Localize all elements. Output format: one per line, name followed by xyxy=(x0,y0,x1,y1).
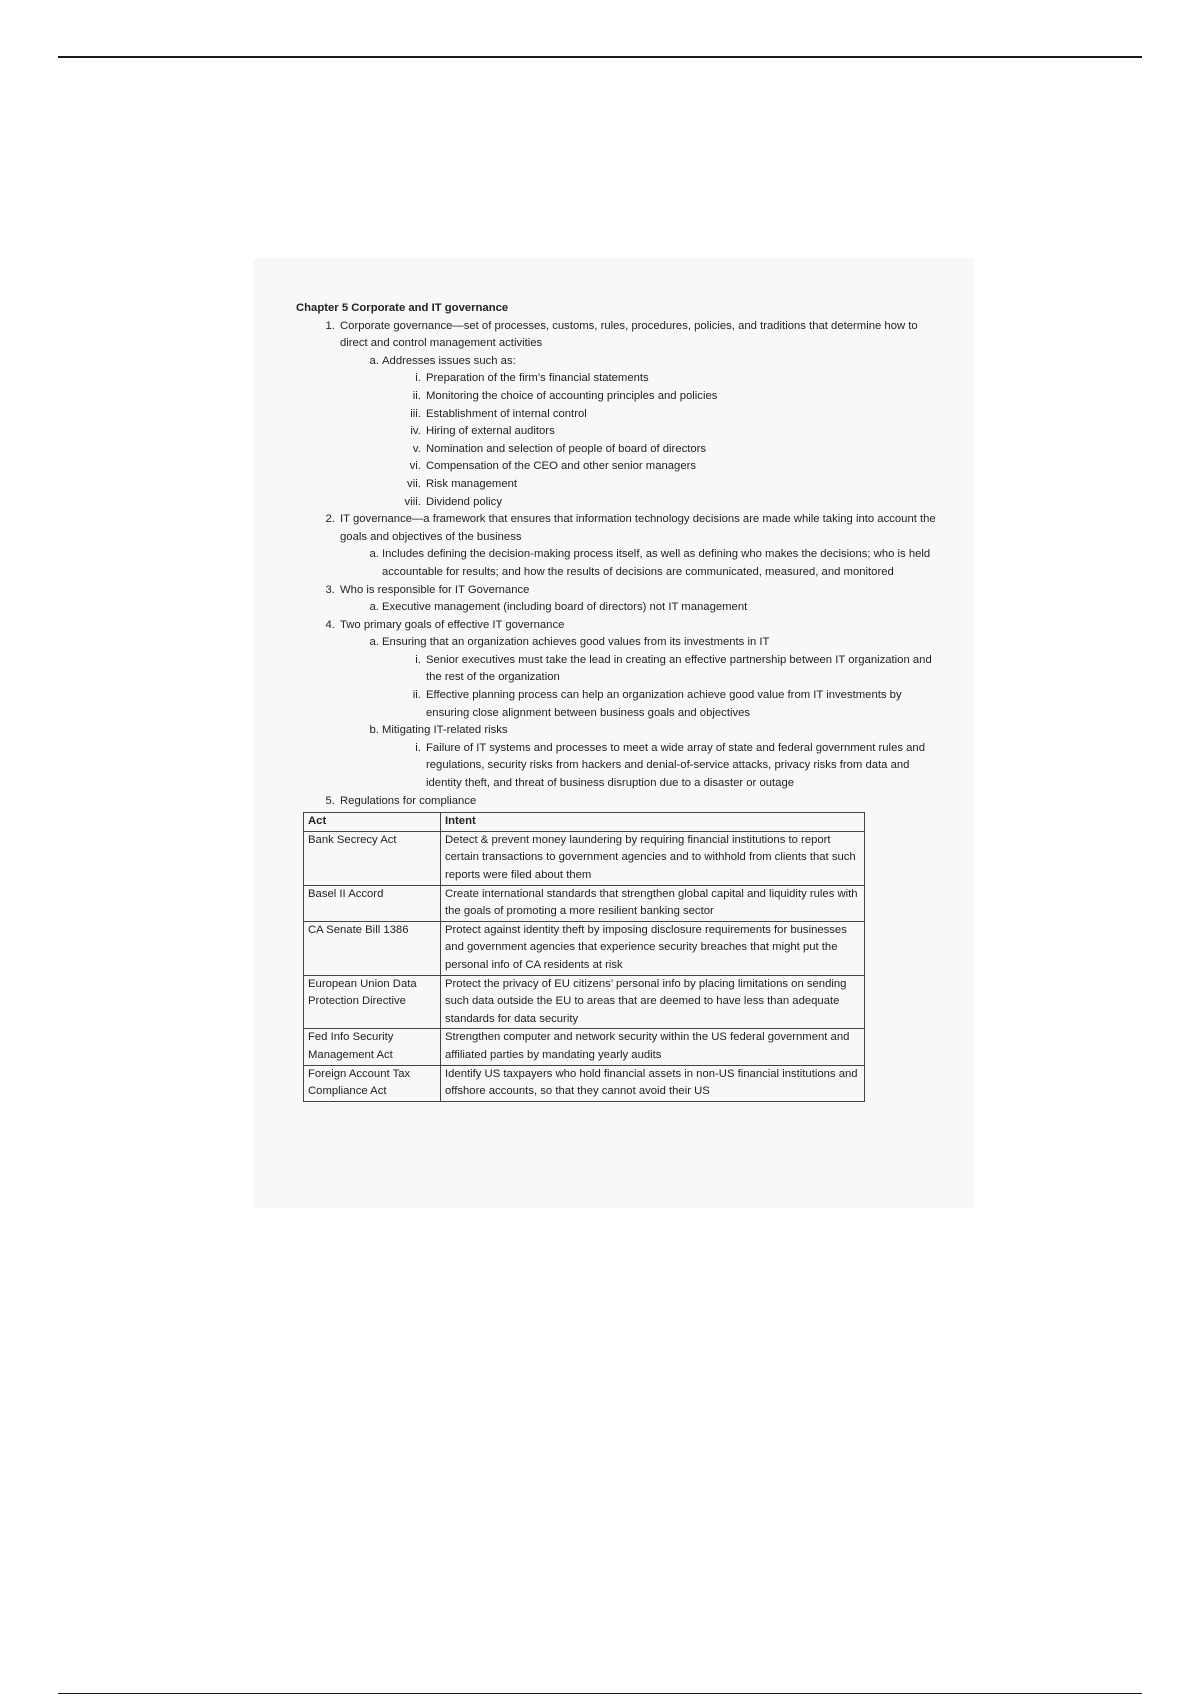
sublist xyxy=(340,546,946,581)
list-item: viii. Dividend policy xyxy=(424,494,946,512)
table-row xyxy=(304,831,865,885)
sublist xyxy=(340,634,946,792)
sublist xyxy=(382,652,946,722)
section-corporate-governance xyxy=(338,318,946,512)
regulations-table xyxy=(303,812,865,1102)
section-text: IT governance—a framework that ensures that information technology decisions are made while taking into account the goals and objectives of the business xyxy=(340,513,936,543)
document-content xyxy=(296,300,946,1102)
item-text: Addresses issues such as: xyxy=(382,354,516,367)
list-item: a. Includes defining the decision-making process itself, as well as defining who makes the decisions; who is held accountable for results; and how the results of decisions are communicated, measured, and monitored xyxy=(382,546,946,581)
intent-cell: Create international standards that strengthen global capital and liquidity rules with the goals of promoting a more resilient banking sector xyxy=(441,885,865,921)
list-item: v. Nomination and selection of people of board of directors xyxy=(424,441,946,459)
act-cell: Basel II Accord xyxy=(304,885,441,921)
sublist xyxy=(340,599,946,617)
act-cell: Fed Info Security Management Act xyxy=(304,1029,441,1065)
list-item: ii. Effective planning process can help an organization achieve good value from IT investments by ensuring close alignment between business goals and objectives xyxy=(424,687,946,722)
act-cell: CA Senate Bill 1386 xyxy=(304,921,441,975)
list-item: iii. Establishment of internal control xyxy=(424,406,946,424)
section-text: Regulations for compliance xyxy=(340,794,477,807)
list-item: vii. Risk management xyxy=(424,476,946,494)
list-item: iv. Hiring of external auditors xyxy=(424,423,946,441)
section-primary-goals xyxy=(338,617,946,793)
act-cell: Bank Secrecy Act xyxy=(304,831,441,885)
bottom-rule xyxy=(58,1693,1142,1694)
act-cell: Foreign Account Tax Compliance Act xyxy=(304,1065,441,1101)
section-text: Who is responsible for IT Governance xyxy=(340,583,530,596)
intent-cell: Protect against identity theft by imposing disclosure requirements for businesses and government agencies that experience security breaches that might put the personal info of CA residents at risk xyxy=(441,921,865,975)
list-item: i. Senior executives must take the lead in creating an effective partnership between IT organization and the rest of the organization xyxy=(424,652,946,687)
intent-cell: Detect & prevent money laundering by requiring financial institutions to report certain transactions to government agencies and to withhold from clients that such reports were filed about them xyxy=(441,831,865,885)
column-header-intent: Intent xyxy=(441,813,865,832)
table-row xyxy=(304,975,865,1029)
act-cell: European Union Data Protection Directive xyxy=(304,975,441,1029)
table-row xyxy=(304,885,865,921)
list-item xyxy=(382,722,946,792)
section-text: Corporate governance—set of processes, customs, rules, procedures, policies, and traditions that determine how to direct and control management activities xyxy=(340,319,918,350)
list-item xyxy=(382,634,946,722)
intent-cell: Protect the privacy of EU citizens’ personal info by placing limitations on sending such data outside the EU to areas that are deemed to have less than adequate standards for data security xyxy=(441,975,865,1029)
section-text: Two primary goals of effective IT governance xyxy=(340,618,565,631)
sublist xyxy=(382,740,946,793)
item-text: Ensuring that an organization achieves good values from its investments in IT xyxy=(382,636,770,649)
table-row xyxy=(304,1065,865,1101)
outline-list xyxy=(296,318,946,811)
issues-list xyxy=(382,370,946,511)
table-row xyxy=(304,1029,865,1065)
item-text: Mitigating IT-related risks xyxy=(382,724,508,737)
list-item: vi. Compensation of the CEO and other senior managers xyxy=(424,458,946,476)
list-item: i. Failure of IT systems and processes to meet a wide array of state and federal government rules and regulations, security risks from hackers and denial-of-service attacks, privacy risks from data and identity theft, and threat of business disruption due to a disaster or outage xyxy=(424,740,946,793)
table-row xyxy=(304,921,865,975)
intent-cell: Strengthen computer and network security within the US federal government and affiliated parties by mandating yearly audits xyxy=(441,1029,865,1065)
list-item: a. Executive management (including board of directors) not IT management xyxy=(382,599,946,617)
section-it-governance xyxy=(338,511,946,581)
list-item: ii. Monitoring the choice of accounting principles and policies xyxy=(424,388,946,406)
top-rule xyxy=(58,56,1142,58)
list-item: i. Preparation of the firm’s financial statements xyxy=(424,370,946,388)
intent-cell: Identify US taxpayers who hold financial assets in non-US financial institutions and offshore accounts, so that they cannot avoid their US xyxy=(441,1065,865,1101)
chapter-title: Chapter 5 Corporate and IT governance xyxy=(296,302,509,314)
sublist xyxy=(340,353,946,511)
list-item xyxy=(382,353,946,511)
section-responsibility xyxy=(338,582,946,617)
table-header-row xyxy=(304,813,865,832)
column-header-act: Act xyxy=(304,813,441,832)
section-regulations xyxy=(338,793,946,811)
